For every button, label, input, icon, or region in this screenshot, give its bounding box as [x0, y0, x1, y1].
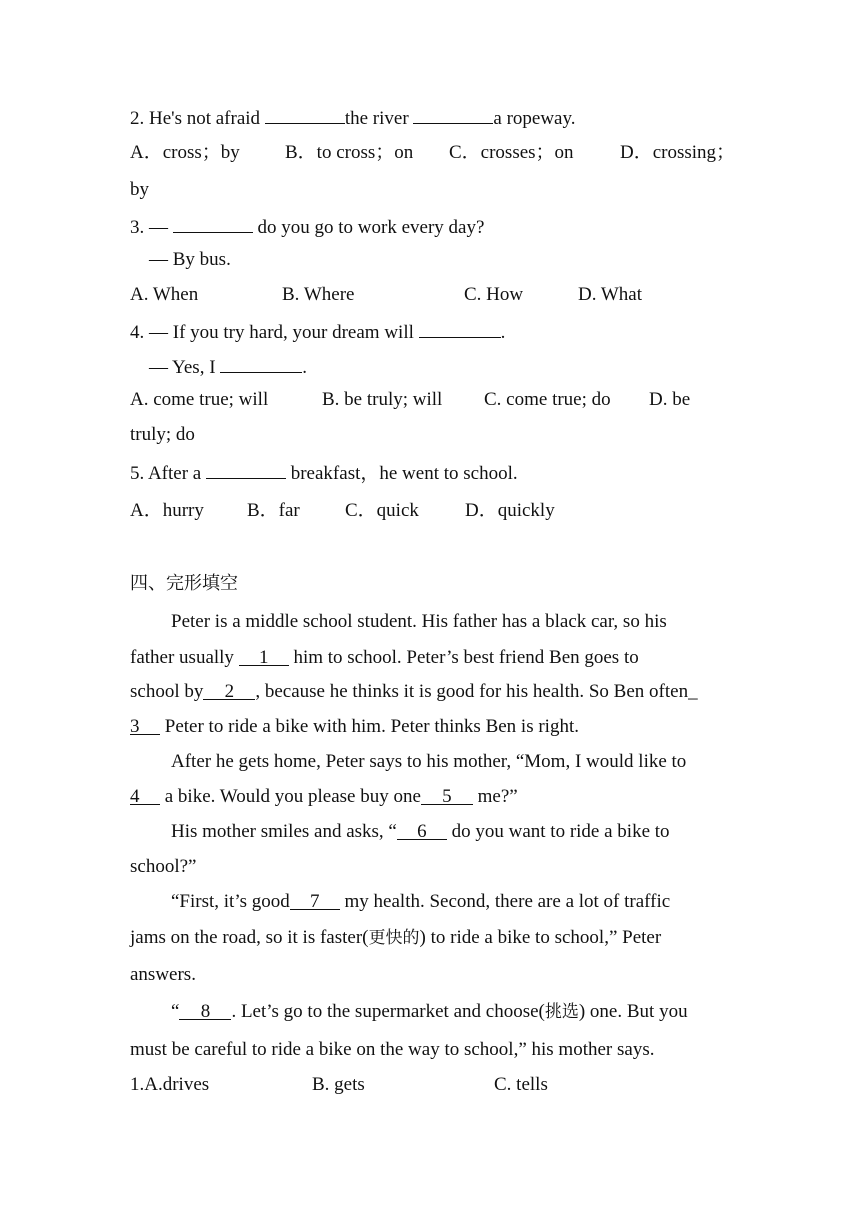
- question-3-reply: — By bus.: [149, 249, 231, 270]
- cloze-blank-6: 6: [397, 820, 447, 840]
- option-c: C. tells: [494, 1074, 548, 1095]
- option-a: A. When: [130, 284, 199, 305]
- answer-blank: [173, 213, 253, 233]
- option-b: B. be truly; will: [322, 389, 443, 410]
- passage-text: do you want to ride a bike to: [446, 821, 670, 842]
- passage-text: His mother smiles and asks, “: [171, 821, 397, 842]
- option-b: B. Where: [282, 284, 355, 305]
- option-c: C. come true; do: [484, 389, 611, 410]
- option-a: A. come true; will: [130, 389, 269, 410]
- passage-line: answers.: [130, 964, 196, 985]
- stem-text: 4. — If you try hard, your dream will: [130, 322, 419, 343]
- option-a: A．hurry: [130, 500, 204, 521]
- section-title: 四、完形填空: [130, 573, 238, 594]
- cloze-blank-8: 8: [179, 1000, 231, 1020]
- cloze-blank-4: 4: [130, 785, 160, 805]
- answer-blank: [220, 353, 302, 373]
- cloze-blank-5: 5: [421, 785, 473, 805]
- stem-text: a ropeway.: [493, 108, 576, 129]
- answer-blank: [265, 104, 345, 124]
- chinese-gloss: 更快的: [368, 928, 420, 948]
- passage-line: [130, 680, 698, 704]
- option-d: D. What: [578, 284, 643, 305]
- option-c: C．crosses；on: [449, 142, 574, 163]
- option-a: A．cross；by: [130, 142, 240, 163]
- passage-line: [171, 1000, 688, 1024]
- stem-text: .: [500, 322, 506, 343]
- passage-text: him to school. Peter’s best friend Ben goes to: [288, 647, 639, 668]
- passage-line: [171, 820, 670, 844]
- question-5-stem: [130, 459, 518, 486]
- passage-line: [130, 926, 661, 950]
- stem-text: 5. After a: [130, 463, 206, 484]
- passage-text: _: [688, 681, 698, 702]
- passage-text: , because he thinks it is good for his health. So Ben often: [255, 681, 689, 702]
- passage-text: father usually: [130, 647, 239, 668]
- option-a: 1.A.drives: [130, 1074, 210, 1095]
- passage-text: “: [171, 1001, 180, 1022]
- passage-line: [130, 785, 518, 809]
- passage-text: jams on the road, so it is faster(: [130, 927, 369, 948]
- question-4-stem: [130, 318, 505, 345]
- passage-text: . Let’s go to the supermarket and choose(: [231, 1001, 545, 1022]
- answer-blank: [413, 104, 493, 124]
- passage-line: [171, 890, 670, 914]
- passage-text: a bike. Would you please buy one: [160, 786, 421, 807]
- stem-text: .: [302, 357, 308, 378]
- passage-text: ) one. But you: [578, 1001, 688, 1022]
- passage-text: school by: [130, 681, 204, 702]
- passage-line: [130, 715, 579, 739]
- option-b: B．far: [247, 500, 300, 521]
- stem-text: breakfast，he went to school.: [285, 463, 518, 484]
- answer-blank: [419, 318, 501, 338]
- passage-line: must be careful to ride a bike on the way to school,” his mother says.: [130, 1039, 655, 1060]
- cloze-blank-3: 3: [130, 715, 160, 735]
- passage-text: ) to ride a bike to school,” Peter: [419, 927, 662, 948]
- passage-line: [130, 646, 639, 670]
- passage-line: school?”: [130, 856, 197, 877]
- passage-text: Peter to ride a bike with him. Peter thinks Ben is right.: [160, 716, 579, 737]
- question-4-reply: [149, 353, 307, 380]
- option-d: D. be: [649, 389, 691, 410]
- stem-text: — Yes, I: [149, 357, 221, 378]
- stem-text: do you go to work every day?: [252, 217, 485, 238]
- option-d: D．quickly: [465, 500, 555, 521]
- passage-text: me?”: [472, 786, 518, 807]
- option-d-continued: truly; do: [130, 424, 195, 445]
- question-3-stem: [130, 213, 484, 240]
- cloze-blank-1: 1: [239, 646, 289, 666]
- passage-line: After he gets home, Peter says to his mother, “Mom, I would like to: [171, 751, 687, 772]
- answer-blank: [206, 459, 286, 479]
- question-2-stem: [130, 104, 576, 131]
- passage-text: “First, it’s good: [171, 891, 290, 912]
- stem-text: the river: [344, 108, 414, 129]
- stem-text: 3. —: [130, 217, 173, 238]
- option-b: B．to cross；on: [285, 142, 414, 163]
- cloze-blank-2: 2: [203, 680, 255, 700]
- option-d: D．crossing；: [620, 142, 736, 163]
- stem-text: 2. He's not afraid: [130, 108, 265, 129]
- passage-line: Peter is a middle school student. His father has a black car, so his: [171, 611, 667, 632]
- option-b: B. gets: [312, 1074, 365, 1095]
- chinese-gloss: 挑选: [544, 1002, 579, 1022]
- option-c: C. How: [464, 284, 524, 305]
- option-d-continued: by: [130, 179, 149, 200]
- cloze-blank-7: 7: [290, 890, 340, 910]
- option-c: C．quick: [345, 500, 419, 521]
- passage-text: my health. Second, there are a lot of traffic: [339, 891, 671, 912]
